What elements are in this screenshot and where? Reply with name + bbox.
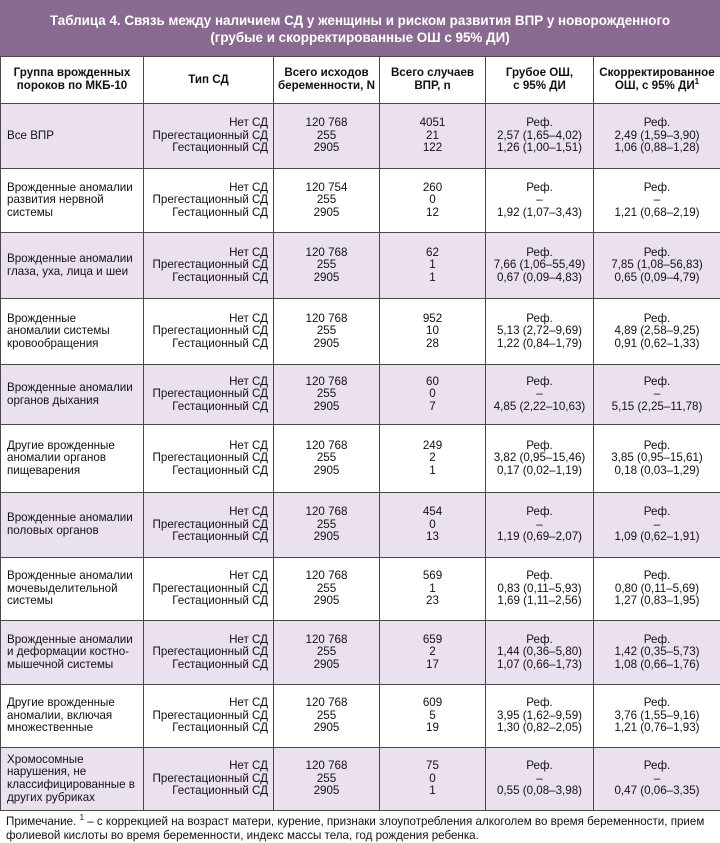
group-line: кровообращения (7, 338, 139, 351)
diabetes-type-line: Нет СД (144, 313, 268, 326)
adjusted-or-line: 0,65 (0,09–4,79) (594, 272, 720, 285)
crude-or-line: 3,95 (1,62–9,59) (486, 710, 593, 723)
group-line: пищеварения (7, 465, 139, 478)
group-line: половых органов (7, 525, 139, 538)
group-line: системы (7, 207, 139, 220)
crude-or-cell (486, 365, 594, 425)
adjusted-or-line: 1,21 (0,76–1,93) (594, 722, 720, 735)
group-line: Врожденные аномалии (7, 182, 139, 195)
crude-or-cell (486, 621, 594, 685)
adjusted-or-line: 0,91 (0,62–1,33) (594, 338, 720, 351)
crude-or-cell (486, 493, 594, 558)
crude-or-line: – (486, 773, 593, 786)
adjusted-or-cell (594, 621, 720, 685)
crude-or-line: 0,55 (0,08–3,98) (486, 785, 593, 798)
group-cell (1, 169, 144, 233)
table-row (1, 621, 720, 685)
crude-or-line: 7,66 (1,06–55,49) (486, 259, 593, 272)
group-line: аномалии, включая (7, 710, 139, 723)
group-line: Врожденные аномалии (7, 634, 139, 647)
adjusted-or-line: Реф. (594, 247, 720, 260)
diabetes-type-line: Гестационный СД (144, 401, 268, 414)
crude-or-cell (486, 299, 594, 365)
total-pregnancies-line: 2905 (274, 465, 379, 478)
crude-or-line: – (486, 388, 593, 401)
footnote (0, 810, 720, 843)
malformation-cases-line: 5 (380, 710, 485, 723)
table-row (1, 748, 720, 811)
total-pregnancies-line: 2905 (274, 595, 379, 608)
header-crude-or: Грубое ОШ, с 95% ДИ (486, 57, 594, 104)
adjusted-or-cell (594, 748, 720, 811)
diabetes-type-cell (144, 685, 274, 748)
diabetes-type-line: Гестационный СД (144, 465, 268, 478)
crude-or-line: Реф. (486, 760, 593, 773)
crude-or-line: 0,67 (0,09–4,83) (486, 272, 593, 285)
diabetes-type-line: Гестационный СД (144, 659, 268, 672)
crude-or-line: 1,69 (1,11–2,56) (486, 595, 593, 608)
total-pregnancies-line: 2905 (274, 338, 379, 351)
table-row (1, 233, 720, 299)
total-pregnancies-line: 120 768 (274, 440, 379, 453)
group-line: мышечной системы (7, 659, 139, 672)
malformation-cases-line: 569 (380, 570, 485, 583)
group-line: Врожденные аномалии (7, 253, 139, 266)
crude-or-line: Реф. (486, 313, 593, 326)
diabetes-type-line: Нет СД (144, 376, 268, 389)
malformation-cases-line: 23 (380, 595, 485, 608)
malformation-cases-line: 1 (380, 465, 485, 478)
adjusted-or-cell (594, 558, 720, 621)
malformation-cases-line: 609 (380, 697, 485, 710)
group-line: множественные (7, 722, 139, 735)
crude-or-cell (486, 425, 594, 493)
adjusted-or-line: 7,85 (1,08–56,83) (594, 259, 720, 272)
footnote-text-1: – с коррекцией на возраст матери, курение, признаки злоупотребления алкоголем во время беременности, прием (84, 815, 704, 828)
total-pregnancies-line: 255 (274, 583, 379, 596)
malformation-cases-line: 1 (380, 259, 485, 272)
malformation-cases-line: 17 (380, 659, 485, 672)
adjusted-or-line: 1,08 (0,66–1,76) (594, 659, 720, 672)
total-pregnancies-line: 120 768 (274, 697, 379, 710)
footnote-text-2: фолиевой кислоты во время беременности, индекс массы тела, год рождения ребенка. (6, 829, 714, 843)
adjusted-or-cell (594, 233, 720, 299)
diabetes-type-line: Прегестационный СД (144, 519, 268, 532)
crude-or-line: 2,57 (1,65–4,02) (486, 130, 593, 143)
diabetes-type-cell (144, 425, 274, 493)
diabetes-type-line: Нет СД (144, 247, 268, 260)
diabetes-type-line: Гестационный СД (144, 272, 268, 285)
diabetes-type-cell (144, 748, 274, 811)
malformation-cases-line: 1 (380, 583, 485, 596)
crude-or-line: 4,85 (2,22–10,63) (486, 401, 593, 414)
adjusted-or-line: – (594, 194, 720, 207)
crude-or-line: 3,82 (0,95–15,46) (486, 452, 593, 465)
adjusted-or-line: 0,47 (0,06–3,35) (594, 785, 720, 798)
table-row (1, 169, 720, 233)
malformation-cases-line: 2 (380, 646, 485, 659)
header-type: Тип СД (144, 57, 274, 104)
adjusted-or-cell (594, 365, 720, 425)
malformation-cases-cell (380, 685, 486, 748)
malformation-cases-line: 28 (380, 338, 485, 351)
crude-or-line: 5,13 (2,72–9,69) (486, 325, 593, 338)
diabetes-type-line: Прегестационный СД (144, 452, 268, 465)
total-pregnancies-cell (274, 425, 380, 493)
total-pregnancies-cell (274, 233, 380, 299)
group-line: других рубриках (7, 792, 139, 805)
malformation-cases-cell (380, 425, 486, 493)
header-adjusted-or: Скорректированное ОШ, с 95% $ДИ^1$ (594, 57, 720, 104)
malformation-cases-line: 454 (380, 506, 485, 519)
group-cell (1, 558, 144, 621)
total-pregnancies-cell (274, 685, 380, 748)
malformation-cases-line: 659 (380, 634, 485, 647)
total-pregnancies-line: 120 768 (274, 570, 379, 583)
diabetes-type-line: Гестационный СД (144, 722, 268, 735)
diabetes-type-cell (144, 621, 274, 685)
malformation-cases-line: 60 (380, 376, 485, 389)
malformation-cases-line: 75 (380, 760, 485, 773)
total-pregnancies-line: 255 (274, 646, 379, 659)
adjusted-or-line: 5,15 (2,25–11,78) (594, 401, 720, 414)
crude-or-line: 1,22 (0,84–1,79) (486, 338, 593, 351)
group-line: Хромосомные (7, 754, 139, 767)
group-line: Врожденные (7, 313, 139, 326)
table-title-line2: (грубые и скорректированные ОШ с 95% ДИ) (0, 29, 720, 46)
malformation-cases-cell (380, 748, 486, 811)
crude-or-cell (486, 104, 594, 169)
malformation-cases-cell (380, 233, 486, 299)
table-body (1, 104, 720, 811)
group-line: развития нервной (7, 194, 139, 207)
header-row (1, 57, 720, 104)
table-row (1, 425, 720, 493)
malformation-cases-line: 249 (380, 440, 485, 453)
total-pregnancies-line: 2905 (274, 272, 379, 285)
adjusted-or-line: Реф. (594, 440, 720, 453)
diabetes-type-cell (144, 493, 274, 558)
diabetes-type-line: Гестационный СД (144, 207, 268, 220)
group-line: нарушения, не (7, 766, 139, 779)
diabetes-type-line: Нет СД (144, 570, 268, 583)
total-pregnancies-line: 255 (274, 452, 379, 465)
diabetes-type-line: Нет СД (144, 760, 268, 773)
crude-or-line: Реф. (486, 247, 593, 260)
crude-or-line: 1,07 (0,66–1,73) (486, 659, 593, 672)
crude-or-line: 1,92 (1,07–3,43) (486, 207, 593, 220)
adjusted-or-line: Реф. (594, 570, 720, 583)
malformation-cases-line: 10 (380, 325, 485, 338)
malformation-cases-line: 1 (380, 272, 485, 285)
crude-or-cell (486, 558, 594, 621)
diabetes-type-line: Прегестационный СД (144, 710, 268, 723)
group-line: Другие врожденные (7, 440, 139, 453)
footnote-mark: 1 (695, 77, 699, 86)
total-pregnancies-line: 255 (274, 130, 379, 143)
malformation-cases-line: 62 (380, 247, 485, 260)
adjusted-or-line: Реф. (594, 182, 720, 195)
diabetes-type-cell (144, 558, 274, 621)
diabetes-type-line: Прегестационный СД (144, 388, 268, 401)
diabetes-type-line: Гестационный СД (144, 531, 268, 544)
total-pregnancies-cell (274, 104, 380, 169)
group-cell (1, 425, 144, 493)
total-pregnancies-cell (274, 621, 380, 685)
adjusted-or-line: Реф. (594, 313, 720, 326)
malformation-cases-cell (380, 169, 486, 233)
adjusted-or-line: 0,80 (0,11–5,69) (594, 583, 720, 596)
diabetes-type-line: Прегестационный СД (144, 583, 268, 596)
malformation-cases-cell (380, 621, 486, 685)
crude-or-line: Реф. (486, 697, 593, 710)
crude-or-line: Реф. (486, 440, 593, 453)
crude-or-line: Реф. (486, 570, 593, 583)
malformation-cases-line: 260 (380, 182, 485, 195)
crude-or-line: 1,30 (0,82–2,05) (486, 722, 593, 735)
malformation-cases-line: 0 (380, 773, 485, 786)
adjusted-or-line: – (594, 773, 720, 786)
total-pregnancies-line: 255 (274, 325, 379, 338)
crude-or-cell (486, 685, 594, 748)
header-group: Группа врожденных пороков по МКБ-10 (1, 57, 144, 104)
group-line: Все ВПР (7, 130, 139, 143)
adjusted-or-line: 0,18 (0,03–1,29) (594, 465, 720, 478)
total-pregnancies-line: 2905 (274, 142, 379, 155)
total-pregnancies-line: 2905 (274, 659, 379, 672)
total-pregnancies-cell (274, 299, 380, 365)
diabetes-type-line: Прегестационный СД (144, 325, 268, 338)
diabetes-type-line: Гестационный СД (144, 595, 268, 608)
crude-or-line: 1,44 (0,36–5,80) (486, 646, 593, 659)
group-cell (1, 685, 144, 748)
crude-or-cell (486, 748, 594, 811)
crude-or-line: Реф. (486, 182, 593, 195)
malformation-cases-cell (380, 104, 486, 169)
total-pregnancies-cell (274, 365, 380, 425)
table-row (1, 493, 720, 558)
crude-or-line: 0,83 (0,11–5,93) (486, 583, 593, 596)
crude-or-cell (486, 169, 594, 233)
group-line: аномалии системы (7, 325, 139, 338)
crude-or-line: Реф. (486, 117, 593, 130)
group-cell (1, 621, 144, 685)
adjusted-or-line: Реф. (594, 697, 720, 710)
diabetes-type-line: Прегестационный СД (144, 130, 268, 143)
malformation-cases-line: 12 (380, 207, 485, 220)
diabetes-type-line: Нет СД (144, 182, 268, 195)
adjusted-or-line: – (594, 519, 720, 532)
adjusted-or-cell (594, 493, 720, 558)
diabetes-type-line: Гестационный СД (144, 785, 268, 798)
adjusted-or-line: Реф. (594, 760, 720, 773)
adjusted-or-cell (594, 425, 720, 493)
malformation-cases-cell (380, 299, 486, 365)
group-cell (1, 748, 144, 811)
malformation-cases-line: 2 (380, 452, 485, 465)
crude-or-line: – (486, 519, 593, 532)
group-cell (1, 299, 144, 365)
malformation-cases-cell (380, 493, 486, 558)
total-pregnancies-cell (274, 493, 380, 558)
malformation-cases-line: 1 (380, 785, 485, 798)
malformation-cases-line: 13 (380, 531, 485, 544)
total-pregnancies-line: 120 768 (274, 313, 379, 326)
total-pregnancies-line: 2905 (274, 722, 379, 735)
diabetes-type-cell (144, 365, 274, 425)
malformation-cases-line: 4051 (380, 117, 485, 130)
crude-or-line: – (486, 194, 593, 207)
group-line: мочевыделительной (7, 583, 139, 596)
diabetes-type-line: Прегестационный СД (144, 773, 268, 786)
table-row (1, 558, 720, 621)
malformation-cases-cell (380, 558, 486, 621)
crude-or-line: 1,26 (1,00–1,51) (486, 142, 593, 155)
total-pregnancies-line: 255 (274, 773, 379, 786)
data-table (0, 56, 720, 811)
adjusted-or-line: 1,21 (0,68–2,19) (594, 207, 720, 220)
adjusted-or-line: Реф. (594, 376, 720, 389)
diabetes-type-line: Прегестационный СД (144, 646, 268, 659)
group-line: глаза, уха, лица и шеи (7, 266, 139, 279)
group-line: Другие врожденные (7, 697, 139, 710)
crude-or-cell (486, 233, 594, 299)
malformation-cases-line: 0 (380, 519, 485, 532)
adjusted-or-line: – (594, 388, 720, 401)
total-pregnancies-line: 2905 (274, 785, 379, 798)
malformation-cases-line: 0 (380, 194, 485, 207)
diabetes-type-line: Гестационный СД (144, 338, 268, 351)
diabetes-type-cell (144, 233, 274, 299)
adjusted-or-line: 4,89 (2,58–9,25) (594, 325, 720, 338)
diabetes-type-cell (144, 104, 274, 169)
table-row (1, 299, 720, 365)
total-pregnancies-line: 120 768 (274, 506, 379, 519)
diabetes-type-line: Нет СД (144, 697, 268, 710)
malformation-cases-line: 21 (380, 130, 485, 143)
group-line: и деформации костно- (7, 646, 139, 659)
adjusted-or-line: 1,27 (0,83–1,95) (594, 595, 720, 608)
crude-or-line: 0,17 (0,02–1,19) (486, 465, 593, 478)
adjusted-or-line: 3,85 (0,95–15,61) (594, 452, 720, 465)
total-pregnancies-line: 120 768 (274, 117, 379, 130)
adjusted-or-line: 1,09 (0,62–1,91) (594, 531, 720, 544)
table-row (1, 104, 720, 169)
table-row (1, 685, 720, 748)
total-pregnancies-line: 2905 (274, 531, 379, 544)
total-pregnancies-line: 2905 (274, 207, 379, 220)
diabetes-type-line: Нет СД (144, 634, 268, 647)
total-pregnancies-cell (274, 748, 380, 811)
adjusted-or-cell (594, 299, 720, 365)
total-pregnancies-cell (274, 169, 380, 233)
table-title (0, 0, 720, 56)
adjusted-or-line: 1,06 (0,88–1,28) (594, 142, 720, 155)
diabetes-type-cell (144, 299, 274, 365)
malformation-cases-cell (380, 365, 486, 425)
adjusted-or-cell (594, 685, 720, 748)
total-pregnancies-line: 120 768 (274, 760, 379, 773)
group-line: системы (7, 595, 139, 608)
group-line: аномалии органов (7, 452, 139, 465)
footnote-mark: 1 (80, 813, 84, 822)
group-cell (1, 233, 144, 299)
total-pregnancies-cell (274, 558, 380, 621)
header-total: Всего исходов беременности, N (274, 57, 380, 104)
diabetes-type-line: Нет СД (144, 506, 268, 519)
diabetes-type-line: Гестационный СД (144, 142, 268, 155)
total-pregnancies-line: 120 768 (274, 376, 379, 389)
total-pregnancies-line: 2905 (274, 401, 379, 414)
malformation-cases-line: 0 (380, 388, 485, 401)
adjusted-or-cell (594, 169, 720, 233)
total-pregnancies-line: 255 (274, 259, 379, 272)
group-line: Врожденные аномалии (7, 382, 139, 395)
diabetes-type-line: Нет СД (144, 440, 268, 453)
crude-or-line: Реф. (486, 376, 593, 389)
adjusted-or-line: Реф. (594, 506, 720, 519)
header-cases: Всего случаев ВПР, n (380, 57, 486, 104)
crude-or-line: Реф. (486, 634, 593, 647)
diabetes-type-line: Прегестационный СД (144, 194, 268, 207)
group-line: классифицированные в (7, 779, 139, 792)
total-pregnancies-line: 255 (274, 194, 379, 207)
total-pregnancies-line: 255 (274, 710, 379, 723)
table-row (1, 365, 720, 425)
group-line: Врожденные аномалии (7, 512, 139, 525)
total-pregnancies-line: 255 (274, 388, 379, 401)
adjusted-or-line: 3,76 (1,55–9,16) (594, 710, 720, 723)
adjusted-or-line: 1,42 (0,35–5,73) (594, 646, 720, 659)
crude-or-line: 1,19 (0,69–2,07) (486, 531, 593, 544)
group-line: органов дыхания (7, 395, 139, 408)
adjusted-or-line: 2,49 (1,59–3,90) (594, 130, 720, 143)
crude-or-line: Реф. (486, 506, 593, 519)
malformation-cases-line: 7 (380, 401, 485, 414)
group-cell (1, 104, 144, 169)
total-pregnancies-line: 120 768 (274, 247, 379, 260)
group-line: Врожденные аномалии (7, 570, 139, 583)
malformation-cases-line: 952 (380, 313, 485, 326)
adjusted-or-cell (594, 104, 720, 169)
group-cell (1, 493, 144, 558)
malformation-cases-line: 122 (380, 142, 485, 155)
malformation-cases-line: 19 (380, 722, 485, 735)
table-title-line1: Таблица 4. Связь между наличием СД у женщины и риском развития ВПР у новорожденного (0, 12, 720, 29)
diabetes-type-cell (144, 169, 274, 233)
total-pregnancies-line: 120 754 (274, 182, 379, 195)
diabetes-type-line: Нет СД (144, 117, 268, 130)
total-pregnancies-line: 255 (274, 519, 379, 532)
group-cell (1, 365, 144, 425)
diabetes-type-line: Прегестационный СД (144, 259, 268, 272)
adjusted-or-line: Реф. (594, 634, 720, 647)
total-pregnancies-line: 120 768 (274, 634, 379, 647)
adjusted-or-line: Реф. (594, 117, 720, 130)
footnote-prefix: Примечание. (6, 815, 76, 828)
